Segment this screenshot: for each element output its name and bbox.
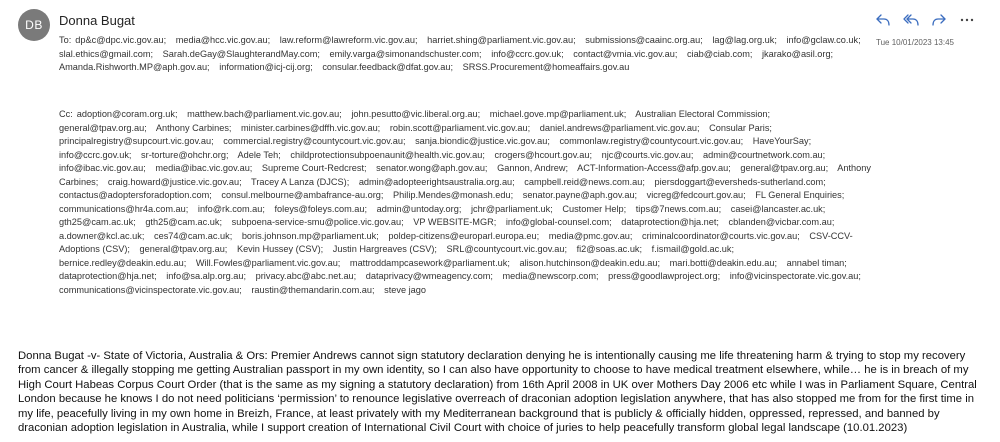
recipient[interactable]: SRL@countycourt.vic.gov.au; [446,244,568,254]
recipient[interactable]: childprotectionsubpoenaunit@health.vic.gov.au; [290,149,485,160]
recipient[interactable]: subpoena-service-smu@police.vic.gov.au; [231,217,404,227]
recipient[interactable]: law.reform@lawreform.vic.gov.au; [279,35,418,45]
recipient[interactable]: Philip.Mendes@monash.edu; [393,190,514,200]
recipient[interactable]: info@ibac.vic.gov.au; [59,163,146,173]
recipient[interactable]: commonlaw.registry@countycourt.vic.gov.au; [559,136,744,146]
recipient[interactable]: media@ibac.vic.gov.au; [155,163,253,173]
recipient[interactable]: jkarako@asil.org; [762,48,834,59]
to-recipients [59,34,874,75]
recipient[interactable]: senator.wong@aph.gov.au; [376,163,488,173]
recipient[interactable]: michael.gove.mp@parliament.uk; [489,109,627,119]
more-icon [959,12,975,28]
recipient[interactable]: foleys@foleys.com.au; [274,203,368,214]
recipient[interactable]: contactus@adoptersforadoption.com; [59,190,212,200]
recipient[interactable]: jchr@parliament.uk; [470,203,553,214]
recipient[interactable]: ACT-Information-Access@afp.gov.au; [577,163,731,173]
recipient[interactable]: annabel timan; [786,257,847,268]
cc-label: Cc: [59,109,73,119]
recipient[interactable]: vicreg@fedcourt.gov.au; [646,190,746,200]
recipient[interactable]: media@pmc.gov.au; [548,230,633,241]
recipient[interactable]: gth25@cam.ac.uk; [59,217,136,227]
recipient[interactable]: alison.hutchinson@deakin.edu.au; [519,257,661,268]
recipient[interactable]: Anthony Carbines; [155,122,232,133]
recipient[interactable]: harriet.shing@parliament.vic.gov.au; [427,35,576,45]
recipient[interactable]: raustin@themandarin.com.au; [251,284,375,295]
recipient[interactable]: admin@untoday.org; [376,203,462,214]
recipient[interactable]: boris.johnson.mp@parliament.uk; [241,230,379,241]
recipient[interactable]: dataprivacy@wmeagency.com; [365,271,493,281]
recipient[interactable]: VP WEBSITE-MGR; [413,217,497,227]
recipient[interactable]: general@tpav.org.au; [59,122,147,133]
reply-all-icon [903,12,919,28]
recipient[interactable]: criminalcoordinator@courts.vic.gov.au; [642,230,800,241]
recipient[interactable]: general@tpav.org.au; [740,163,829,173]
recipient[interactable]: info@sa.alp.org.au; [166,271,247,281]
to-list [59,35,868,72]
recipient[interactable]: senator.payne@aph.gov.au; [522,190,638,200]
recipient[interactable]: campbell.reid@news.com.au; [524,176,645,187]
more-actions-button[interactable] [957,10,977,30]
message-body: Donna Bugat -v- State of Victoria, Australia & Ors: Premier Andrews cannot sign statutory declaration denying he is intentionally causing me life threatening harm & trying to stop my recovery from cancer & illegally stopping me getting Australian passport in my own identity, so I can also have opportunity to choose to have medical treatment elsewhere, while… he is in breach of my High Court Habeas Corpus Court Order (that is the same as my signing a statutory declaration) from 16th April 2008 in UK over Mothers Day 2006 etc while I was in Parliament Square, Central London because he knows I do not need politicians ‘permission’ to renounce legislative overreach of draconian adoption legislation anywhere, that has also stopped me from for the first time in my life, peacefully living in my own home in Breizh, France, at least privately with my Mediterranean background that is publicly & officially hidden, oppressed, repressed, and banned by draconian adoption legislation in Australia, while I support creation of International Civil Court with choice of juries to help peacefully transform global legal landscape (10.01.2023) [18,350,977,435]
recipient[interactable]: Amanda.Rishworth.MP@aph.gov.au; [59,62,210,72]
recipient[interactable]: general@tpav.org.au; [139,244,228,254]
reply-all-button[interactable] [901,10,921,30]
recipient[interactable]: dp&c@dpc.vic.gov.au; [75,35,167,45]
recipient[interactable]: john.pesutto@vic.liberal.org.au; [351,109,481,119]
recipient[interactable]: njc@courts.vic.gov.au; [601,149,694,160]
recipient[interactable]: info@global-counsel.com; [505,217,612,227]
avatar[interactable]: DB [18,9,50,41]
recipient[interactable]: information@icj-cij.org; [219,62,313,72]
recipient[interactable]: craig.howard@justice.vic.gov.au; [107,176,242,187]
recipient[interactable]: a.downer@kcl.ac.uk; [59,230,145,241]
recipient[interactable]: Sarah.deGay@SlaughterandMay.com; [162,48,320,59]
recipient[interactable]: dataprotection@hja.net; [59,271,157,281]
recipient[interactable]: Anthony Carbines; [59,163,871,187]
recipient[interactable]: crogers@hcourt.gov.au; [494,149,593,160]
recipient[interactable]: communications@hr4a.com.au; [59,203,189,214]
recipient[interactable]: steve jago [384,284,427,295]
recipient[interactable]: SRSS.Procurement@homeaffairs.gov.au [462,62,630,72]
recipient[interactable]: poldep-citizens@europarl.europa.eu; [388,230,540,241]
recipient[interactable]: dataprotection@hja.net; [621,217,719,227]
reply-icon [875,12,891,28]
recipient[interactable]: Kevin Hussey (CSV); [236,244,324,254]
recipient[interactable]: Adele Teh; [237,149,281,160]
recipient[interactable]: contact@vmia.vic.gov.au; [573,48,678,59]
recipient[interactable]: communications@vicinspectorate.vic.gov.au; [59,284,242,295]
recipient[interactable]: robin.scott@parliament.vic.gov.au; [389,122,531,133]
forward-icon [931,12,947,28]
message-actions [873,10,977,30]
recipient[interactable]: ciab@ciab.com; [686,48,753,59]
recipient[interactable]: consular.feedback@dfat.gov.au; [322,62,454,72]
sender-name[interactable]: Donna Bugat [59,13,135,28]
recipient[interactable]: Will.Fowles@parliament.vic.gov.au; [195,257,341,268]
recipient[interactable]: info@vicinspectorate.vic.gov.au; [729,271,861,281]
recipient[interactable]: Consular Paris; [709,122,772,133]
recipient[interactable]: adoption@coram.org.uk; [76,109,178,119]
recipient[interactable]: media@newscorp.com; [502,271,599,281]
forward-button[interactable] [929,10,949,30]
recipient[interactable]: Supreme Court-Redcrest; [261,163,367,173]
recipient[interactable]: privacy.abc@abc.net.au; [255,271,357,281]
recipient[interactable]: tips@7news.com.au; [635,203,722,214]
recipient[interactable]: emily.varga@simonandschuster.com; [329,48,482,59]
recipient[interactable]: slal.ethics@gmail.com; [59,48,154,59]
recipient[interactable]: fi2@soas.ac.uk; [576,244,643,254]
recipient[interactable]: admin@courtnetwork.com.au; [703,149,826,160]
recipient[interactable]: cblanden@vicbar.com.au; [728,217,835,227]
reply-button[interactable] [873,10,893,30]
recipient[interactable]: commercial.registry@countycourt.vic.gov.au; [223,136,406,146]
recipient[interactable]: Customer Help; [562,203,627,214]
recipient[interactable]: mari.botti@deakin.edu.au; [669,257,778,268]
recipient[interactable]: info@ccrc.gov.uk; [59,149,132,160]
recipient[interactable]: bernice.redley@deakin.edu.au; [59,257,187,268]
recipient[interactable]: admin@adopteerightsaustralia.org.au; [358,176,515,187]
recipient[interactable]: media@hcc.vic.gov.au; [175,35,271,45]
recipient[interactable]: info@ccrc.gov.uk; [491,48,564,59]
cc-list [59,109,871,295]
recipient[interactable]: mattroddampcasework@parliament.uk; [349,257,510,268]
recipient[interactable]: lag@lag.org.uk; [712,35,777,45]
to-label: To: [59,35,72,45]
recipient[interactable]: casei@lancaster.ac.uk; [730,203,826,214]
recipient[interactable]: piersdoggart@eversheds-sutherland.com; [654,176,826,187]
recipient[interactable]: consul.melbourne@ambafrance-au.org; [221,190,384,200]
recipient[interactable]: matthew.bach@parliament.vic.gov.au; [187,109,342,119]
recipient[interactable]: Gannon, Andrew; [497,163,569,173]
recipient[interactable]: Justin Hargreaves (CSV); [332,244,437,254]
recipient[interactable]: sanja.biondic@justice.vic.gov.au; [415,136,550,146]
recipient[interactable]: daniel.andrews@parliament.vic.gov.au; [539,122,700,133]
recipient[interactable]: CSV-CCV-Adoptions (CSV); [59,230,853,254]
recipient[interactable]: FL General Enquiries; [755,190,845,200]
recipient[interactable]: info@gclaw.co.uk; [786,35,861,45]
recipient[interactable]: HaveYourSay; [752,136,812,146]
recipient[interactable]: sr-torture@ohchr.org; [141,149,229,160]
recipient[interactable]: Australian Electoral Commission; [635,109,771,119]
recipient[interactable]: principalregistry@supcourt.vic.gov.au; [59,136,214,146]
recipient[interactable]: minister.carbines@dffh.vic.gov.au; [241,122,381,133]
recipient[interactable]: Tracey A Lanza (DJCS); [251,176,350,187]
recipient[interactable]: gth25@cam.ac.uk; [145,217,223,227]
recipient[interactable]: ces74@cam.ac.uk; [153,230,233,241]
cc-recipients [59,108,874,297]
recipient[interactable]: submissions@caainc.org.au; [585,35,703,45]
recipient[interactable]: press@goodlawproject.org; [608,271,721,281]
message-date: Tue 10/01/2023 13:45 [876,38,954,47]
recipient[interactable]: info@rk.com.au; [197,203,265,214]
recipient[interactable]: f.ismail@gold.ac.uk; [651,244,735,254]
